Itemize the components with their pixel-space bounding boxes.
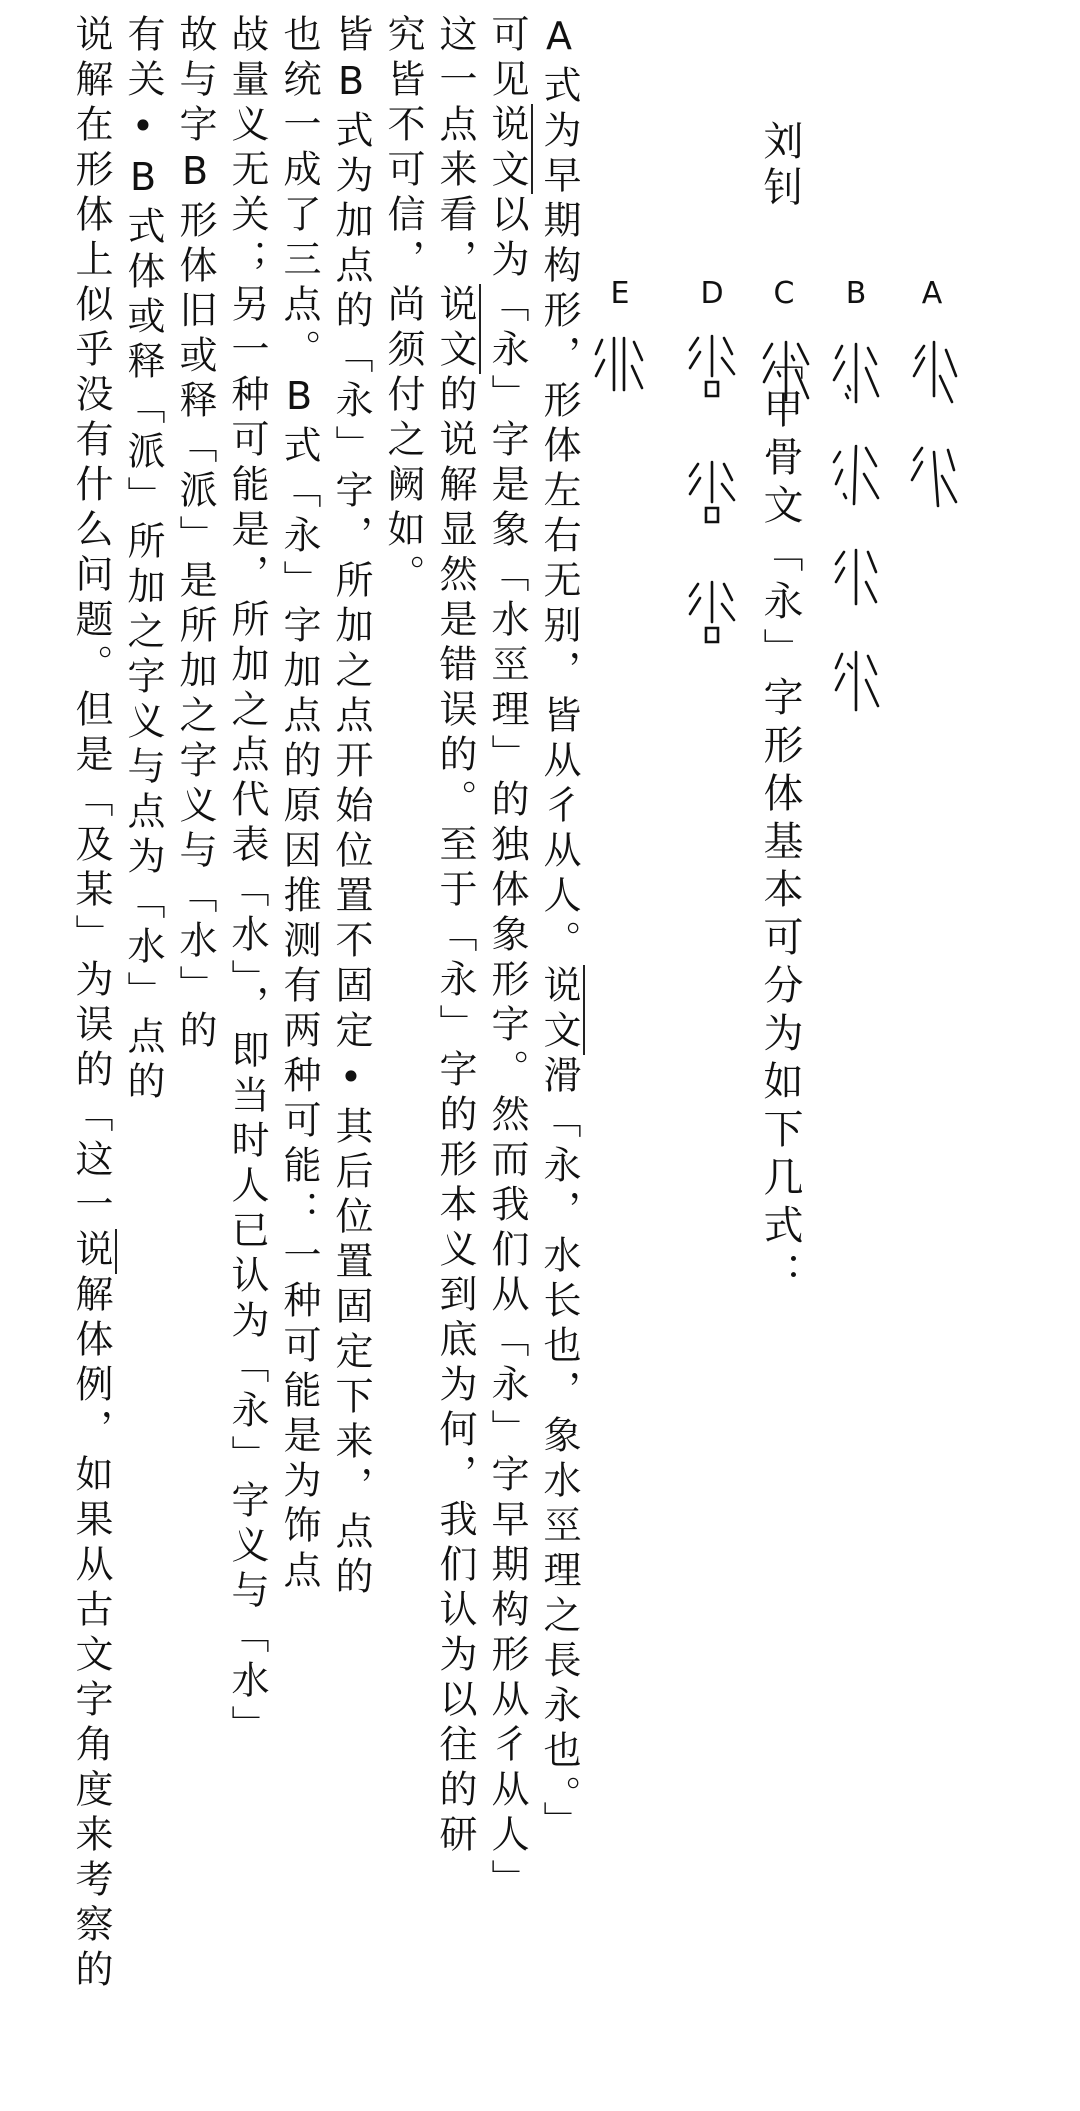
body-text: 以为「永」字是象「水巠理」的独体象形字。然而我们从「永」字早期构形从彳从人」 <box>485 194 529 1904</box>
body-text: 可见 <box>485 14 529 104</box>
body-text: 滑「永，水长也，象水巠理之長永也。」 <box>537 1055 581 1846</box>
body-column-9: 有关•B式体或释「派」所加之字义与点为「水」点的 <box>121 14 165 1106</box>
book-title: 说文 <box>537 965 585 1055</box>
body-text: 说解在形体上似乎没有什么问题。但是「及某」为误的「这一 <box>69 14 113 1229</box>
body-text: 的说解显然是错误的。至于「永」字的形本义到底为何，我们认为以往的研 <box>433 374 477 1859</box>
heading-character: 永 <box>757 580 803 628</box>
body-column-1 <box>537 14 581 1846</box>
form-label-c: C <box>773 276 795 311</box>
body-column-2 <box>485 14 529 1904</box>
glyph-d1-image <box>682 330 742 406</box>
body-column-6: 也统一成了三点。B式「永」字加点的原因推测有两种可能：一种可能是为饰点 <box>277 14 321 1595</box>
form-label-b: B <box>845 276 867 311</box>
body-column-3 <box>433 14 477 1859</box>
form-label-a: A <box>921 276 943 311</box>
book-title: 说文 <box>485 104 533 194</box>
glyph-d3-image <box>682 576 742 652</box>
glyph-c-image <box>756 336 816 412</box>
heading-prefix: 「甲骨文「 <box>757 340 803 580</box>
glyph-a2-image <box>904 440 964 516</box>
author-name: 刘钊 <box>757 120 803 212</box>
glyph-b3-image <box>826 542 886 618</box>
body-text: A式为早期构形，形体左右无别，皆从彳从人。 <box>537 14 581 965</box>
body-column-4: 究皆不可信，尚须付之阙如。 <box>381 14 425 599</box>
body-column-7: 敁量义无关；另一种可能是，所加之点代表「水」，即当时人已认为「永」字义与「水」 <box>225 14 269 1750</box>
body-column-10 <box>69 14 113 1994</box>
form-label-e: E <box>610 276 630 311</box>
section-heading <box>757 340 803 1300</box>
body-text: 这一点来看， <box>433 14 477 284</box>
book-title: 说 <box>69 1229 117 1274</box>
glyph-b1-image <box>826 336 886 412</box>
glyph-a1-image <box>904 336 964 412</box>
glyph-b4-image <box>826 644 886 720</box>
glyph-d2-image <box>682 456 742 532</box>
heading-suffix: 」字形体基本可分为如下几式： <box>757 628 803 1300</box>
form-label-d: D <box>700 276 724 311</box>
book-title: 说文 <box>433 284 481 374</box>
body-column-5: 皆B式为加点的「永」字，所加之点开始位置不固定•其后位置固定下来，点的 <box>329 14 373 1601</box>
glyph-e-image <box>588 330 648 406</box>
glyph-b2-image <box>826 440 886 516</box>
body-column-8: 故与字B形体旧或释「派」是所加之字义与「水」的 <box>173 14 217 1055</box>
body-text: 解体例，如果从古文字角度来考察的 <box>69 1274 113 1994</box>
